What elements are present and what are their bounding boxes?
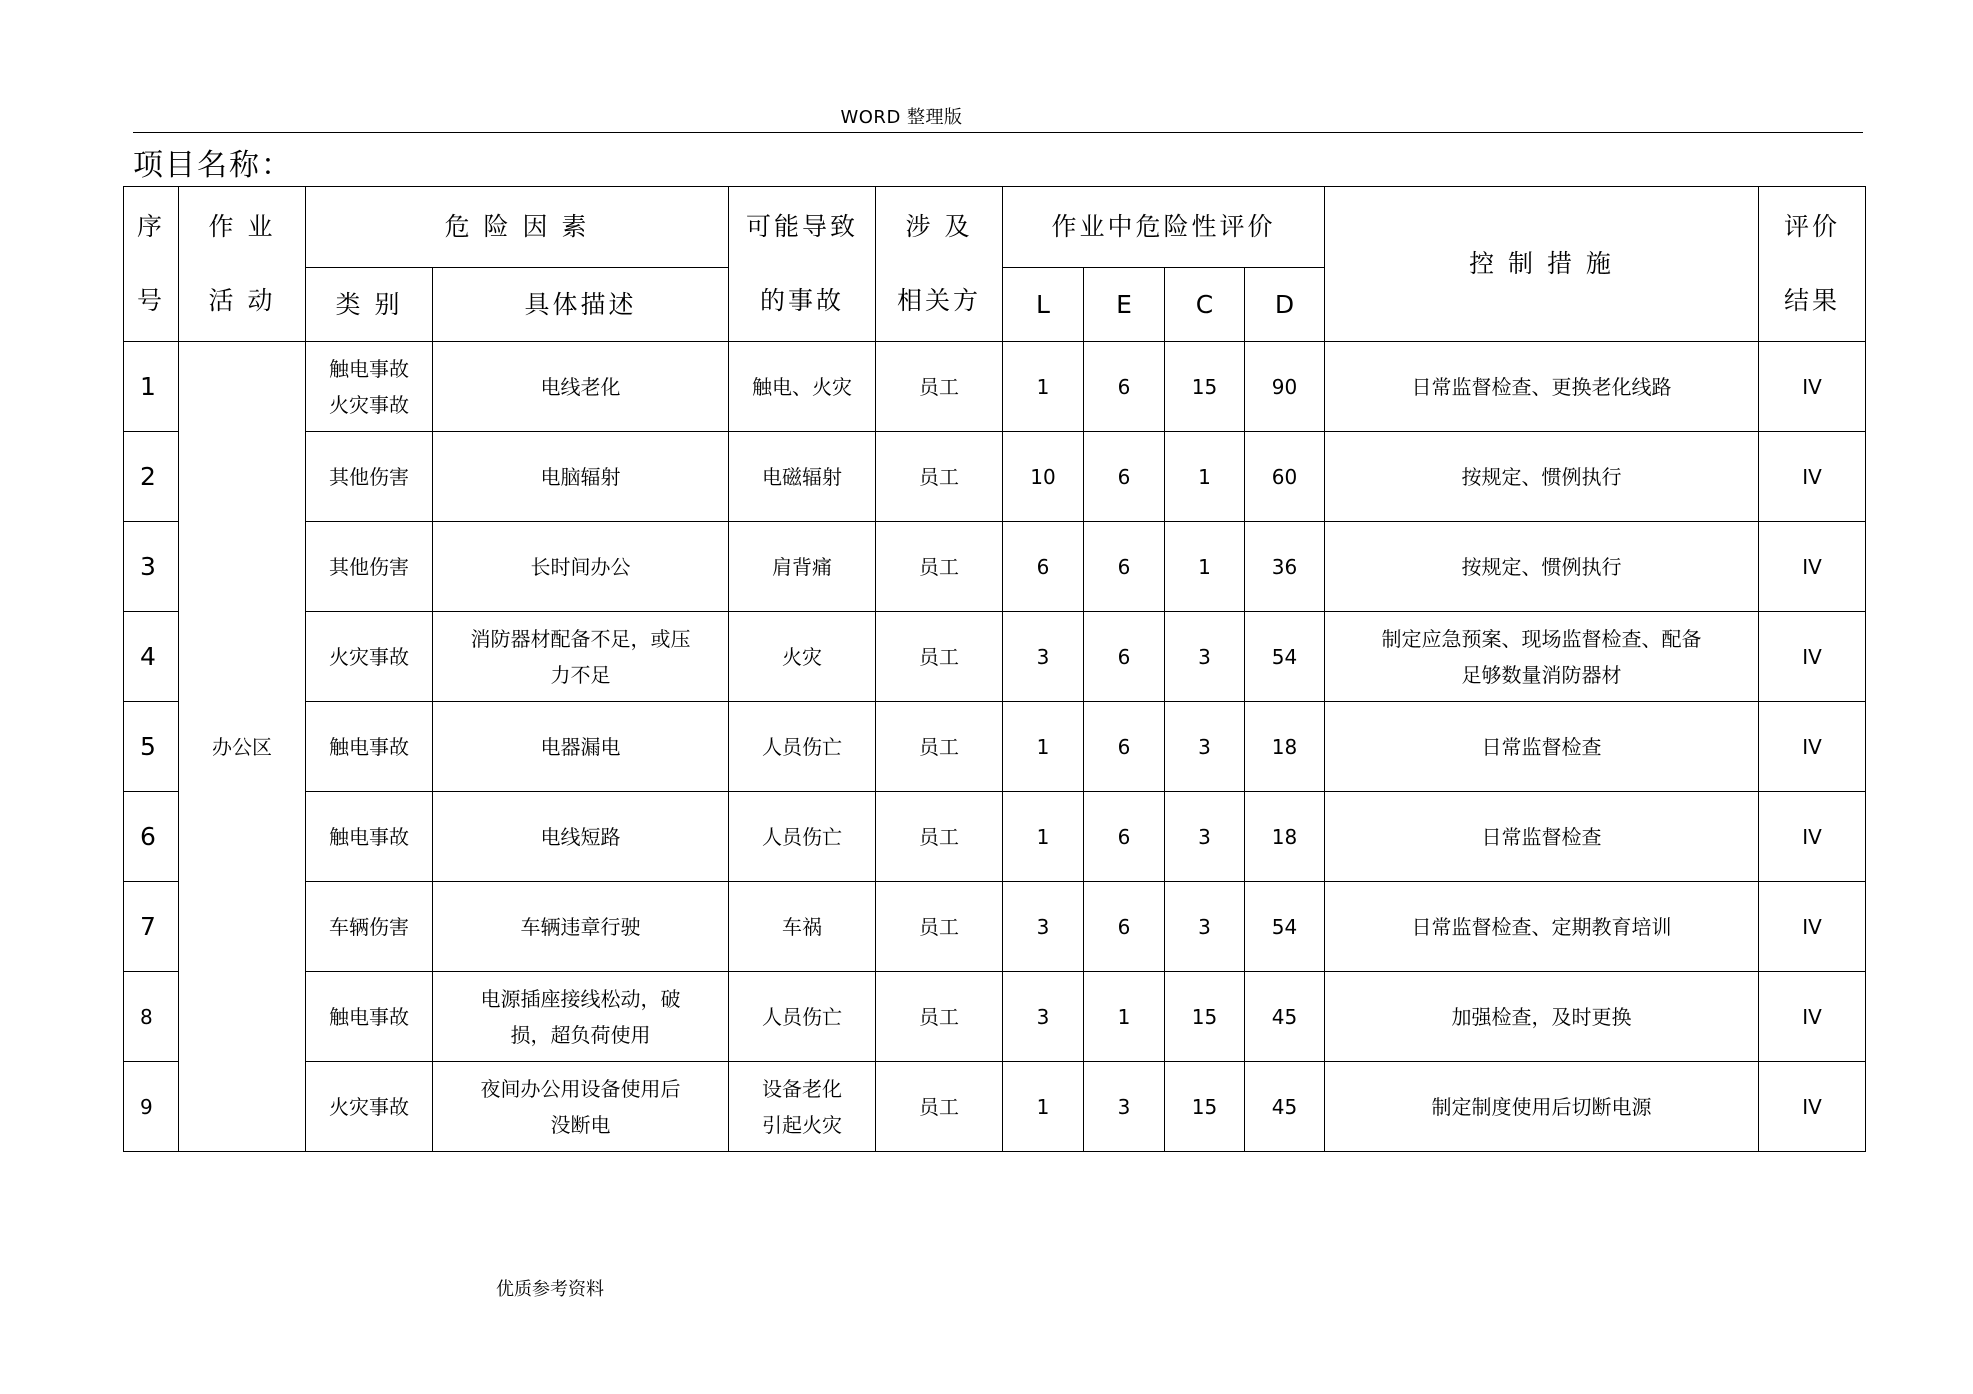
hazard-description-line: 夜间办公用设备使用后 xyxy=(480,1076,681,1101)
header-control: 控 制 措 施 xyxy=(1325,187,1759,342)
value-c: 15 xyxy=(1165,1062,1245,1152)
value-e: 1 xyxy=(1084,972,1165,1062)
row-number: 9 xyxy=(124,1062,179,1152)
header-hazard-category: 类 别 xyxy=(306,268,433,342)
evaluation-result: IV xyxy=(1759,792,1866,882)
value-d: 18 xyxy=(1245,702,1325,792)
hazard-description-line: 消防器材配备不足，或压 xyxy=(470,626,691,651)
value-c: 3 xyxy=(1165,612,1245,702)
possible-accident: 肩背痛 xyxy=(729,522,876,612)
hazard-description-line: 力不足 xyxy=(550,662,611,687)
control-measure: 日常监督检查 xyxy=(1325,702,1759,792)
row-number: 3 xyxy=(124,522,179,612)
value-d: 36 xyxy=(1245,522,1325,612)
related-party: 员工 xyxy=(876,432,1003,522)
value-l: 1 xyxy=(1003,702,1084,792)
evaluation-result: IV xyxy=(1759,702,1866,792)
risk-table xyxy=(123,186,1866,1152)
evaluation-result: IV xyxy=(1759,882,1866,972)
header-l: L xyxy=(1003,268,1084,342)
hazard-description: 电脑辐射 xyxy=(433,432,729,522)
table-row xyxy=(124,342,1866,432)
evaluation-result: IV xyxy=(1759,1062,1866,1152)
header-result-1: 评价 xyxy=(1784,212,1841,241)
hazard-description-line: 没断电 xyxy=(550,1112,611,1137)
hazard-category-line: 火灾事故 xyxy=(329,392,409,417)
control-measure: 制定制度使用后切断电源 xyxy=(1325,1062,1759,1152)
value-d: 60 xyxy=(1245,432,1325,522)
row-number: 6 xyxy=(124,792,179,882)
value-e: 3 xyxy=(1084,1062,1165,1152)
control-measure-line: 制定应急预案、现场监督检查、配备 xyxy=(1381,626,1702,651)
value-c: 1 xyxy=(1165,432,1245,522)
header-d: D xyxy=(1245,268,1325,342)
hazard-description xyxy=(433,612,729,702)
value-e: 6 xyxy=(1084,792,1165,882)
value-e: 6 xyxy=(1084,342,1165,432)
hazard-description: 电线老化 xyxy=(433,342,729,432)
control-measure: 按规定、惯例执行 xyxy=(1325,522,1759,612)
hazard-description: 车辆违章行驶 xyxy=(433,882,729,972)
value-c: 3 xyxy=(1165,702,1245,792)
value-l: 3 xyxy=(1003,612,1084,702)
hazard-category: 触电事故 xyxy=(306,792,433,882)
value-e: 6 xyxy=(1084,432,1165,522)
control-measure: 日常监督检查、定期教育培训 xyxy=(1325,882,1759,972)
related-party: 员工 xyxy=(876,882,1003,972)
header-result-2: 结果 xyxy=(1784,286,1841,315)
value-d: 54 xyxy=(1245,882,1325,972)
row-number: 8 xyxy=(124,972,179,1062)
possible-accident: 电磁辐射 xyxy=(729,432,876,522)
possible-accident-line: 设备老化 xyxy=(762,1076,842,1101)
value-l: 3 xyxy=(1003,972,1084,1062)
possible-accident: 触电、火灾 xyxy=(729,342,876,432)
hazard-category: 其他伤害 xyxy=(306,522,433,612)
table-row xyxy=(124,702,1866,792)
header-seq-2: 号 xyxy=(136,286,165,315)
header-activity-2: 活 动 xyxy=(208,286,276,315)
hazard-category xyxy=(306,342,433,432)
control-measure: 按规定、惯例执行 xyxy=(1325,432,1759,522)
value-e: 6 xyxy=(1084,702,1165,792)
header-e: E xyxy=(1084,268,1165,342)
value-l: 1 xyxy=(1003,792,1084,882)
header-hazard: 危 险 因 素 xyxy=(306,187,729,268)
hazard-description-line: 损，超负荷使用 xyxy=(510,1022,651,1047)
related-party: 员工 xyxy=(876,342,1003,432)
header-accident-2: 的事故 xyxy=(759,286,844,315)
hazard-category: 其他伤害 xyxy=(306,432,433,522)
header-parties-2: 相关方 xyxy=(896,286,981,315)
value-e: 6 xyxy=(1084,882,1165,972)
project-label: 项目名称： xyxy=(133,148,293,183)
value-e: 6 xyxy=(1084,522,1165,612)
evaluation-result: IV xyxy=(1759,432,1866,522)
header-activity-1: 作 业 xyxy=(208,212,276,241)
hazard-category: 火灾事故 xyxy=(306,612,433,702)
value-c: 1 xyxy=(1165,522,1245,612)
value-c: 15 xyxy=(1165,972,1245,1062)
value-c: 15 xyxy=(1165,342,1245,432)
header-result xyxy=(1759,187,1866,342)
table-row xyxy=(124,792,1866,882)
possible-accident: 车祸 xyxy=(729,882,876,972)
header-parties-1: 涉 及 xyxy=(905,212,973,241)
value-l: 3 xyxy=(1003,882,1084,972)
possible-accident xyxy=(729,1062,876,1152)
control-measure: 日常监督检查 xyxy=(1325,792,1759,882)
hazard-description: 电器漏电 xyxy=(433,702,729,792)
value-d: 90 xyxy=(1245,342,1325,432)
value-c: 3 xyxy=(1165,792,1245,882)
table-row xyxy=(124,612,1866,702)
header-c: C xyxy=(1165,268,1245,342)
hazard-description-line: 电源插座接线松动，破 xyxy=(480,986,681,1011)
hazard-category: 触电事故 xyxy=(306,972,433,1062)
related-party: 员工 xyxy=(876,702,1003,792)
table-row xyxy=(124,522,1866,612)
table-row xyxy=(124,1062,1866,1152)
related-party: 员工 xyxy=(876,612,1003,702)
header-evaluation: 作业中危险性评价 xyxy=(1003,187,1325,268)
page-header xyxy=(0,103,1973,129)
possible-accident-line: 引起火灾 xyxy=(762,1112,842,1137)
value-d: 45 xyxy=(1245,1062,1325,1152)
hazard-description xyxy=(433,972,729,1062)
hazard-category-line: 触电事故 xyxy=(329,356,409,381)
hazard-description: 长时间办公 xyxy=(433,522,729,612)
value-l: 1 xyxy=(1003,1062,1084,1152)
row-number: 2 xyxy=(124,432,179,522)
header-rule xyxy=(133,132,1863,133)
value-d: 18 xyxy=(1245,792,1325,882)
related-party: 员工 xyxy=(876,972,1003,1062)
possible-accident: 火灾 xyxy=(729,612,876,702)
value-l: 1 xyxy=(1003,342,1084,432)
evaluation-result: IV xyxy=(1759,522,1866,612)
control-measure-line: 足够数量消防器材 xyxy=(1461,662,1622,687)
header-accident-1: 可能导致 xyxy=(745,212,858,241)
header-parties xyxy=(876,187,1003,342)
table-row xyxy=(124,972,1866,1062)
hazard-category: 车辆伤害 xyxy=(306,882,433,972)
header-seq xyxy=(124,187,179,342)
control-measure: 日常监督检查、更换老化线路 xyxy=(1325,342,1759,432)
value-l: 10 xyxy=(1003,432,1084,522)
value-d: 45 xyxy=(1245,972,1325,1062)
evaluation-result: IV xyxy=(1759,342,1866,432)
activity-cell: 办公区 xyxy=(179,342,306,1152)
page-footer: 优质参考资料 xyxy=(496,1279,604,1300)
row-number: 1 xyxy=(124,342,179,432)
evaluation-result: IV xyxy=(1759,612,1866,702)
row-number: 7 xyxy=(124,882,179,972)
related-party: 员工 xyxy=(876,522,1003,612)
related-party: 员工 xyxy=(876,792,1003,882)
hazard-description xyxy=(433,1062,729,1152)
value-c: 3 xyxy=(1165,882,1245,972)
related-party: 员工 xyxy=(876,1062,1003,1152)
header-hazard-desc: 具体描述 xyxy=(433,268,729,342)
hazard-description: 电线短路 xyxy=(433,792,729,882)
header-activity xyxy=(179,187,306,342)
value-e: 6 xyxy=(1084,612,1165,702)
table-row xyxy=(124,882,1866,972)
header-accident xyxy=(729,187,876,342)
possible-accident: 人员伤亡 xyxy=(729,972,876,1062)
possible-accident: 人员伤亡 xyxy=(729,792,876,882)
hazard-category: 火灾事故 xyxy=(306,1062,433,1152)
table-body xyxy=(124,342,1866,1152)
control-measure xyxy=(1325,612,1759,702)
row-number: 4 xyxy=(124,612,179,702)
row-number: 5 xyxy=(124,702,179,792)
evaluation-result: IV xyxy=(1759,972,1866,1062)
value-d: 54 xyxy=(1245,612,1325,702)
page-header-text: WORD 整理版 xyxy=(840,107,963,128)
value-l: 6 xyxy=(1003,522,1084,612)
hazard-category: 触电事故 xyxy=(306,702,433,792)
control-measure: 加强检查，及时更换 xyxy=(1325,972,1759,1062)
possible-accident: 人员伤亡 xyxy=(729,702,876,792)
header-seq-1: 序 xyxy=(136,212,165,241)
table-row xyxy=(124,432,1866,522)
